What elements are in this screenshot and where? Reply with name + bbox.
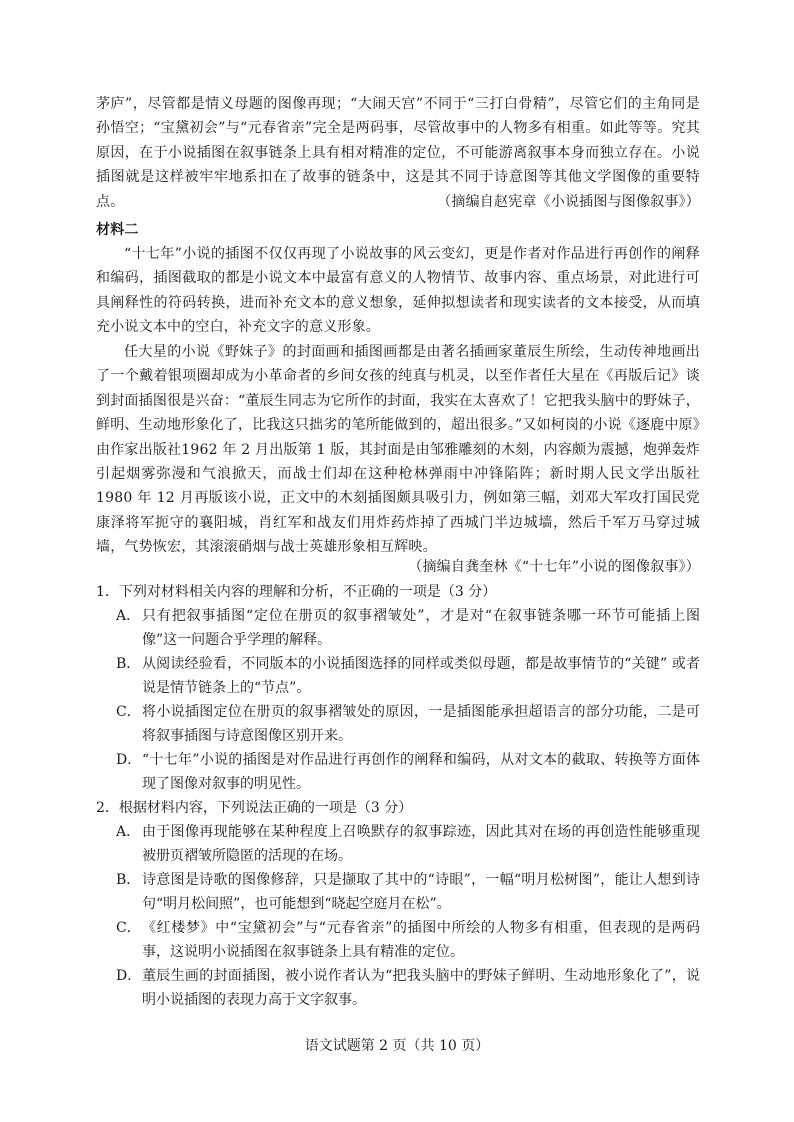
- option-text: 《红楼梦》中“宝黛初会”与“元春省亲”的插图中所绘的人物多有相重，但表现的是两码事，这说明小说插图在叙事链条上具有精准的定位。: [142, 920, 700, 961]
- option-text: 将小说插图定位在册页的叙事褶皱处的原因，一是插图能承担超语言的部分功能，二是可将叙事插图与诗意图像区别开来。: [142, 704, 700, 745]
- option-text: “十七年”小说的插图是对作品进行再创作的阐释和编码，从对文本的截取、转换等方面体现了图像对叙事的明见性。: [142, 752, 700, 793]
- question-2-stem: 2．根据材料内容，下列说法正确的一项是（3 分）: [96, 800, 413, 816]
- option-text: 诗意图是诗歌的图像修辞，只是撷取了其中的“诗眼”，一幅“明月松树图”，能让人想到诗句“明月松间照”，也可能想到“晓起空庭月在松”。: [142, 872, 700, 913]
- question-1-option-c[interactable]: [116, 700, 700, 749]
- option-text: 董辰生画的封面插图，被小说作者认为“把我头脑中的野妹子鲜明、生动地形象化了”，说明小说插图的表现力高于文字叙事。: [142, 968, 700, 1009]
- option-label: A．: [116, 608, 141, 624]
- material2-paragraph-1: “十七年”小说的插图不仅仅再现了小说故事的风云变幻，更是作者对作品进行再创作的阐释和编码，插图截取的都是小说文本中最富有意义的人物情节、故事内容、重点场景，对此进行可具阐释性的符码转换，进而补充文本的意义想象，延伸拟想读者和现实读者的文本接受，从而填充小说文本中的空白，补充文字的意义形象。: [96, 246, 700, 336]
- material2-heading: 材料二: [96, 222, 139, 238]
- question-1-option-a[interactable]: [116, 604, 700, 653]
- question-2-option-b[interactable]: [116, 868, 700, 917]
- material2-source: （摘编自龚奎林《“十七年”小说的图像叙事》）: [408, 559, 700, 575]
- material1-source: （摘编自赵宪章《小说插图与图像叙事》）: [437, 194, 700, 210]
- question-1-option-d[interactable]: [116, 748, 700, 797]
- material1-tail-paragraph: 茅庐”，尽管都是情义母题的图像再现；“大闹天宫”不同于“三打白骨精”，尽管它们的主角同是孙悟空；“宝黛初会”与“元春省亲”完全是两码事，尽管故事中的人物多有相重。如此等等。究其原因，在于小说插图在叙事链条上具有相对精准的定位，不可能游离叙事本身而独立存在。小说插图就是这样被牢牢地系扣在了故事的链条中，这是其不同于诗意图等其他文学图像的重要特点。: [96, 96, 700, 210]
- option-text: 由于图像再现能够在某种程度上召唤默存的叙事踪迹，因此其对在场的再创造性能够重现被册页褶皱所隐匿的活现的在场。: [142, 824, 700, 865]
- option-text: 只有把叙事插图“定位在册页的叙事褶皱处”，才是对“在叙事链条哪一环节可能插上图像”这一问题合乎学理的解释。: [142, 608, 700, 649]
- question-1-stem: 1．下列对材料相关内容的理解和分析，不正确的一项是（3 分）: [96, 584, 497, 600]
- question-2-option-a[interactable]: [116, 820, 700, 869]
- option-label: B．: [116, 872, 141, 888]
- question-1-option-b[interactable]: [116, 652, 700, 701]
- option-text: 从阅读经验看，不同版本的小说插图选择的同样或类似母题，都是故事情节的“关键” 或者说是情节链条上的“节点”。: [142, 656, 700, 697]
- question-2-option-d[interactable]: [116, 964, 700, 1013]
- option-label: D．: [116, 752, 142, 768]
- option-label: C．: [116, 704, 141, 720]
- option-label: C．: [116, 920, 141, 936]
- option-label: D．: [116, 968, 142, 984]
- question-2-option-c[interactable]: [116, 916, 700, 965]
- material2-paragraph-2: 任大星的小说《野妹子》的封面画和插图画都是由著名插画家董辰生所绘，生动传神地画出了一个戴着银项圈却成为小革命者的乡间女孩的纯真与机灵，以至作者任大星在《再版后记》谈到封面插图很是兴奋：“董辰生同志为它所作的封面，我实在太喜欢了！它把我头脑中的野妹子，鲜明、生动地形象化了，比我这只拙劣的笔所能做到的，超出很多。”又如柯岗的小说《逐鹿中原》由作家出版社1962 年 2 月出版第 1 版，其封面是由邹雅雕刻的木刻，内容颇为震撼，炮弹轰炸引起烟雾弥漫和气浪掀天，而战士们却在这种枪林弹雨中冲锋陷阵；新时期人民文学出版社 1980 年 12 月再版该小说，正文中的木刻插图颇具吸引力，例如第三幅，刘邓大军攻打国民党康泽将军扼守的襄阳城，肖红军和战友们用炸药炸掉了西城门半边城墙，然后千军万马穿过城墙，气势恢宏，其滚滚硝烟与战士英雄形象相互辉映。: [96, 344, 700, 556]
- option-label: A．: [116, 824, 141, 840]
- option-label: B．: [116, 656, 141, 672]
- page-footer: 语文试题第 2 页（共 10 页）: [304, 1038, 490, 1054]
